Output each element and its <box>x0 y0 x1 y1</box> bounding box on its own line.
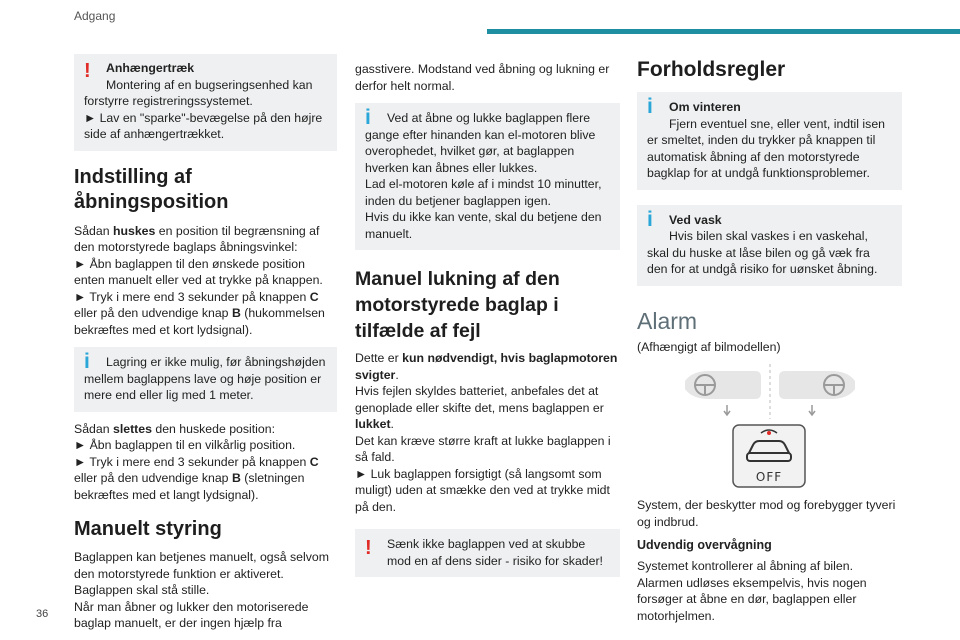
key-b: B <box>231 471 241 485</box>
section-title: Adgang <box>74 9 116 23</box>
note-text: Ved at åbne og lukke baglappen flere gange efter hinanden kan el-motoren blive overophedet, hvilket gør, at baglappen hverken kan åbnes eller lukkes. <box>365 111 596 175</box>
paragraph: Systemet kontrollerer al åbning af bilen. <box>637 559 853 573</box>
paragraph: Baglappen kan betjenes manuelt, også selvom den motorstyrede funktion er aktiveret. <box>74 550 329 581</box>
header-accent-bar <box>487 29 960 34</box>
text: (sletningen bekræftes med et langt lydsignal). <box>74 471 305 502</box>
key-c: C <box>309 454 319 469</box>
info-icon: i <box>84 350 90 373</box>
bold-text: Ved vask <box>669 212 722 227</box>
text: . <box>390 417 394 431</box>
alarm-diagram-svg <box>637 359 902 489</box>
paragraph: Det kan kræve større kraft at lukke baglappen i så fald. <box>355 433 611 464</box>
note-text: Hvis bilen skal vaskes i en vaskehal, skal du huske at låse bilen og gå væk fra den for at undgå risiko for uønsket åbning. <box>647 229 878 276</box>
paragraph <box>355 350 620 383</box>
text: eller på den udvendige knap <box>74 471 232 485</box>
text: eller på den udvendige knap <box>74 306 232 320</box>
steering-wheel-icon <box>779 371 855 415</box>
text: en position til begrænsning af den motorstyrede baglaps åbningsvinkel: <box>74 223 320 254</box>
heading-manual-control: Manuelt styring <box>74 518 222 540</box>
note-text: Sænk ikke baglappen ved at skubbe mod en af dens sider - risiko for skader! <box>387 537 603 568</box>
page-number: 36 <box>36 608 49 620</box>
text: ► Tryk i mere end 3 sekunder på knappen <box>74 289 310 304</box>
text: . <box>395 367 399 382</box>
info-note-winter <box>637 92 902 190</box>
step <box>74 289 337 339</box>
bold-text: Om vinteren <box>669 100 741 114</box>
warning-exclamation-icon: ! <box>365 537 372 559</box>
alarm-subtitle: (Afhængigt af bilmodellen) <box>637 339 781 354</box>
note-step: ► Lav en "sparke"-bevægelse på den højre side af anhængertrækket. <box>84 110 323 141</box>
heading-precautions: Forholdsregler <box>637 58 786 81</box>
info-icon: i <box>647 95 653 118</box>
heading-manual-closing: Manuel lukning af den motorstyrede baglap i tilfælde af fejl <box>355 268 560 342</box>
heading-alarm: Alarm <box>637 307 698 334</box>
steering-wheel-icon <box>685 371 761 415</box>
column-3 <box>637 54 902 624</box>
bold-text: slettes <box>112 421 152 436</box>
note-text: Lad el-motoren køle af i mindst 10 minutter, inden du betjener baglappen igen. <box>365 177 602 208</box>
text: (hukommelsen bekræftes med et kort lydsignal). <box>74 306 325 337</box>
info-note-wash <box>637 205 902 286</box>
text: Dette er <box>355 351 403 365</box>
key-c: C <box>309 289 319 304</box>
text: ► Tryk i mere end 3 sekunder på knappen <box>74 454 310 469</box>
paragraph-delete <box>74 421 337 438</box>
note-title: Anhængertræk <box>106 61 195 75</box>
note-line: Montering af en bugseringsenhed kan forstyrre registreringssystemet. <box>84 77 313 108</box>
step <box>74 454 337 504</box>
warning-note-damage <box>355 529 620 577</box>
bold-text: kun nødvendigt, hvis baglapmotoren svigter <box>355 351 618 382</box>
column-1 <box>74 54 337 632</box>
info-note-overheat <box>355 103 620 250</box>
warning-exclamation-icon: ! <box>84 60 91 82</box>
text: Hvis fejlen skyldes batteriet, anbefales det at genoplade eller skifte det, mens baglappen er <box>355 384 604 415</box>
heading-opening-position: Indstilling af åbningsposition <box>74 165 229 213</box>
paragraph: Baglappen skal stå stille. <box>74 583 210 597</box>
text: den huskede position: <box>151 421 276 436</box>
note-text <box>84 77 327 110</box>
bold-text: huskes <box>112 223 156 238</box>
paragraph-continued: gasstivere. Modstand ved åbning og lukning er derfor helt normal. <box>355 62 610 93</box>
step: ► Åbn baglappen til den ønskede position enten manuelt eller ved at trykke på knappen. <box>74 256 323 287</box>
paragraph-remember <box>74 223 337 256</box>
text: Sådan <box>74 421 113 436</box>
paragraph: Når man åbner og lukker den motoriserede baglap manuelt, er der ingen hjælp fra <box>74 599 309 630</box>
note-text: Fjern eventuel sne, eller vent, indtil isen er smeltet, inden du trykker på knappen til automatisk åbning af den motorstyrede bagklap for at undgå funktionsproblemer. <box>647 116 885 180</box>
info-icon: i <box>365 106 371 129</box>
step: ► Luk baglappen forsigtigt (så langsomt som muligt) uden at smække den ved at trykke midt på den. <box>355 466 610 514</box>
heading-exterior-monitoring: Udvendig overvågning <box>637 538 772 552</box>
note-text: Lagring er ikke mulig, før åbningshøjden mellem baglappens lave og høje position er mere end eller lig med 1 meter. <box>84 355 326 402</box>
warning-note-trailer <box>74 54 337 151</box>
paragraph: System, der beskytter mod og forebygger tyveri og indbrud. <box>637 498 896 529</box>
alarm-illustration <box>637 359 902 489</box>
note-title <box>647 95 892 118</box>
note-title <box>647 207 892 231</box>
step: ► Åbn baglappen til en vilkårlig position. <box>74 438 296 452</box>
text: Sådan <box>74 223 113 238</box>
bold-text: lukket <box>355 417 391 431</box>
alarm-off-button-icon <box>733 425 805 487</box>
info-icon: i <box>647 207 653 231</box>
key-b: B <box>231 306 241 320</box>
off-label: OFF <box>755 470 783 484</box>
paragraph <box>355 383 620 433</box>
note-text: Hvis du ikke kan vente, skal du betjene den manuelt. <box>365 210 602 241</box>
column-2 <box>355 61 620 577</box>
paragraph: Alarmen udløses eksempelvis, hvis nogen forsøger at åbne en dør, baglappen eller motorhjelmen. <box>637 575 867 623</box>
info-note-height <box>74 347 337 412</box>
